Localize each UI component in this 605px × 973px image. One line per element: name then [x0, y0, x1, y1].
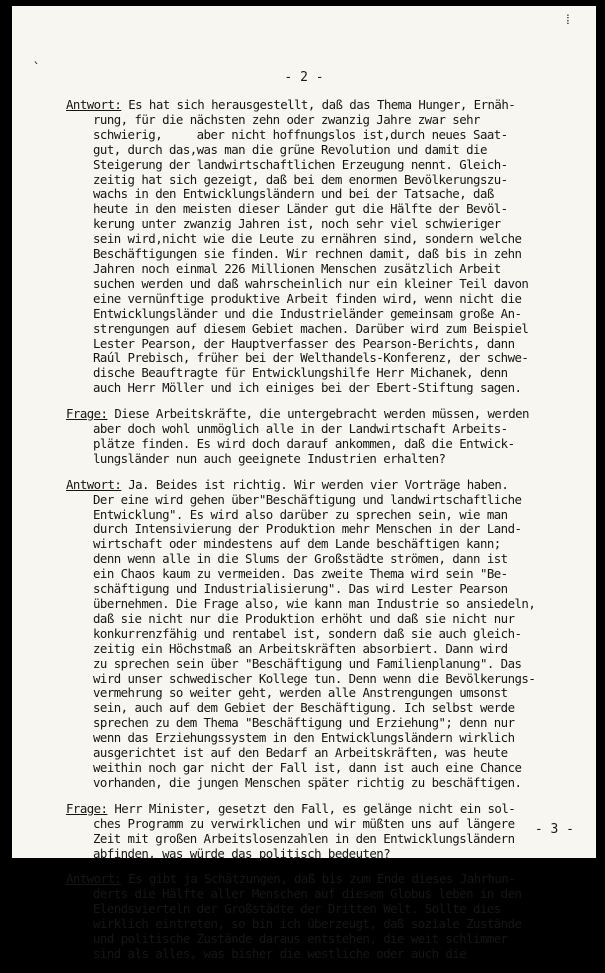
speaker-label: Frage:: [66, 800, 108, 816]
speaker-label: Antwort:: [66, 97, 122, 112]
text-line: gut, durch das,was man die grüne Revolution und damit die: [93, 141, 487, 157]
text-line: Steigerung der landwirtschaftlichen Erzeugung nennt. Gleich-: [93, 156, 508, 172]
text-line: abfinden, was würde das politisch bedeuten?: [93, 845, 391, 861]
text-line: lungsländer nun auch geeignete Industrien erhalten?: [93, 450, 446, 466]
question-paragraph: [66, 407, 586, 467]
text-line: [66, 478, 586, 493]
text-line: wirklich eintreten, so bin ich überzeugt, daß soziale Zustände: [93, 916, 522, 932]
text-line: aber doch wohl unmöglich alle in der Landwirtschaft Arbeits-: [93, 421, 508, 437]
text-line: Beschäftigungen sie finden. Wir rechnen damit, daß bis in zehn: [93, 246, 522, 262]
text-line: Jahren noch einmal 226 Millionen Menschen zusätzlich Arbeit: [93, 260, 501, 276]
text-line: heute in den meisten dieser Länder gut die Hälfte der Bevöl-: [93, 201, 508, 217]
text-line: durch Intensivierung der Produktion mehr Menschen in der Land-: [93, 521, 522, 537]
speaker-label: Frage:: [66, 406, 108, 422]
text-line: zeitig hat sich gezeigt, daß bei dem enormen Bevölkerungszu-: [93, 171, 508, 187]
text-line: übernehmen. Die Frage also, wie kann man Industrie so ansiedeln,: [93, 596, 536, 611]
page-number: - 2 -: [284, 70, 324, 85]
answer-paragraph: [66, 872, 586, 961]
text-line: sein wird,nicht wie die Leute zu ernähren sind, sondern welche: [93, 231, 522, 247]
answer-paragraph: [66, 98, 586, 396]
question-paragraph: [66, 802, 586, 862]
text-line: suchen werden und daß wahrscheinlich nur ein kleiner Teil davon: [93, 275, 529, 291]
text-line: sprechen zu dem Thema "Beschäftigung und Erziehung"; denn nur: [93, 715, 515, 731]
text-line: zeitig ein Höchstmaß an Arbeitskräften absorbiert. Dann wird: [93, 640, 508, 656]
text-line: strengungen auf diesem Gebiet machen. Darüber wird zum Beispiel: [93, 320, 529, 336]
text-line: und politische Zustände daraus entstehen, die weit schlimmer: [93, 931, 508, 947]
text-line: [66, 407, 586, 422]
text-line: schäftigung und Industrialisierung". Das wird Lester Pearson: [93, 581, 508, 597]
text-line: [66, 98, 586, 113]
text-line: [66, 872, 586, 887]
text-line: schwierig, aber nicht hoffnungslos ist,durch neues Saat-: [93, 126, 508, 142]
speaker-label: Antwort:: [66, 476, 122, 492]
text-line: derts die Hälfte aller Menschen auf diesem Globus leben in den: [93, 886, 522, 902]
text-line: Entwicklung". Es wird also darüber zu sprechen sein, wie man: [93, 506, 508, 522]
speaker-label: Antwort:: [66, 871, 122, 887]
line-text: Es gibt ja Schätzungen, daß bis zum Ende dieses Jahrhun-: [121, 871, 516, 887]
text-line: Zeit mit großen Arbeitslosenzahlen in den Entwicklungsländern: [93, 830, 515, 846]
text-line: rung, für die nächsten zehn oder zwanzig Jahre zwar sehr: [93, 111, 480, 127]
text-line: ein Chaos kaum zu vermeiden. Das zweite Thema wird sein "Be-: [93, 566, 508, 582]
answer-paragraph: [66, 478, 586, 791]
next-page-marker: - 3 -: [534, 822, 574, 837]
text-line: kerung unter zwanzig Jahren ist, noch sehr viel schwieriger: [93, 216, 501, 232]
line-text: Diese Arbeitskräfte, die untergebracht werden müssen, werden: [107, 406, 529, 422]
text-line: vermehrung so weiter geht, werden alle Anstrengungen umsonst: [93, 685, 508, 701]
text-line: vorhanden, die jungen Menschen später richtig zu beschäftigen.: [93, 774, 522, 790]
text-line: zu sprechen sein über "Beschäftigung und Familienplanung". Das: [93, 655, 522, 671]
text-line: dische Beauftragte für Entwicklungshilfe Herr Michanek, denn: [93, 365, 508, 381]
text-line: daß sie nicht nur die Produktion erhöht und daß sie nicht nur: [93, 610, 515, 626]
text-line: plätze finden. Es wird doch darauf ankommen, daß die Entwick-: [93, 435, 515, 451]
text-line: sind als alles, was bisher die westliche oder auch die: [93, 945, 467, 961]
document-page: [12, 6, 596, 961]
text-line: denn wenn alle in die Slums der Großstädte strömen, dann ist: [93, 551, 508, 567]
text-line: ausgerichtet ist auf den Bedarf an Arbeitskräften, was heute: [93, 745, 508, 761]
document-body: [66, 98, 586, 973]
text-line: Elendsvierteln der Großstädte der Dritten Welt. Sollte dies: [93, 901, 501, 917]
text-line: auch Herr Möller und ich einiges bei der Ebert-Stiftung sagen.: [93, 380, 522, 396]
text-line: wenn das Erziehungssystem in den Entwicklungsländern wirklich: [93, 730, 515, 746]
text-line: Raúl Prebisch, früher bei der Welthandels-Konferenz, der schwe-: [93, 350, 529, 366]
line-text: Es hat sich herausgestellt, daß das Thema Hunger, Ernäh-: [121, 97, 516, 112]
line-text: Ja. Beides ist richtig. Wir werden vier Vorträge haben.: [121, 476, 509, 492]
text-line: Der eine wird gehen über"Beschäftigung und landwirtschaftliche: [93, 491, 522, 507]
text-line: ches Programm zu verwirklichen und wir müßten uns auf längere: [93, 815, 515, 831]
text-line: wird unser schwedischer Kollege tun. Denn wenn die Bevölkerungs-: [93, 670, 536, 686]
text-line: Lester Pearson, der Hauptverfasser des Pearson-Berichts, dann: [93, 335, 515, 351]
text-line: [66, 802, 586, 817]
text-line: wachs in den Entwicklungsländern und bei der Tatsache, daß: [93, 186, 494, 202]
text-line: konkurrenzfähig und rentabel ist, sondern daß sie auch gleich-: [93, 625, 522, 641]
text-line: wirtschaft oder mindestens auf dem Lande beschäftigen kann;: [93, 536, 501, 552]
text-line: Entwicklungsländer und die Industrieländer gemeinsam große An-: [93, 305, 522, 321]
scan-mark: ⁞: [564, 13, 572, 28]
text-line: eine vernünftige produktive Arbeit finden wird, wenn nicht die: [93, 290, 522, 306]
text-line: sein, auch auf dem Gebiet der Beschäftigung. Ich selbst werde: [93, 700, 515, 716]
line-text: Herr Minister, gesetzt den Fall, es gelänge nicht ein sol-: [107, 800, 516, 816]
text-line: weithin noch gar nicht der Fall ist, dann ist auch eine Chance: [93, 759, 522, 775]
scan-mark: ˎ: [32, 49, 40, 64]
